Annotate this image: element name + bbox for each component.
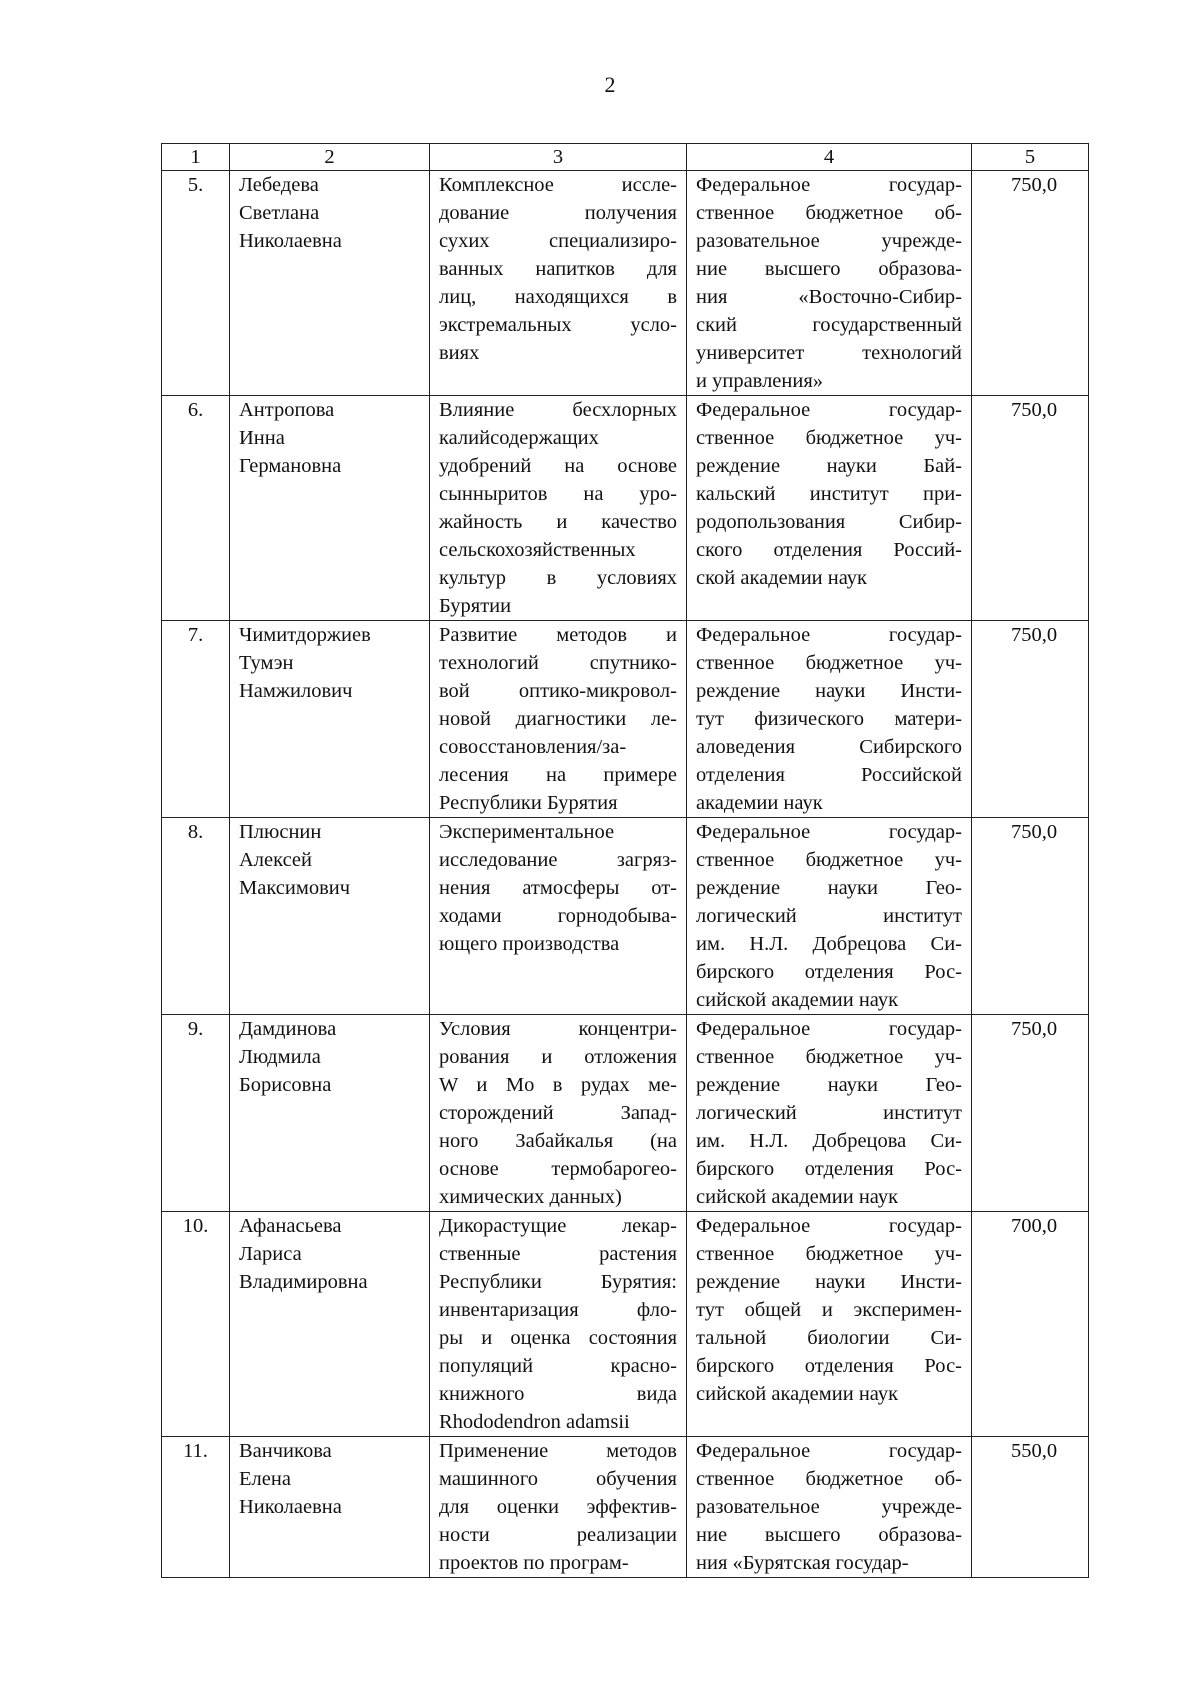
grant-amount: 700,0 (972, 1212, 1089, 1437)
project-topic-line: химических данных) (439, 1186, 622, 1208)
column-header: 2 (230, 144, 430, 171)
project-topic-line: виях (439, 342, 480, 364)
header-row (162, 144, 1089, 171)
organization-line: университет технологий (696, 342, 962, 364)
project-topic-line: Дикорастущие лекар- (439, 1215, 677, 1237)
organization-line: ственное бюджетное уч- (696, 652, 962, 674)
project-topic-line: сухих специализиро- (439, 230, 677, 252)
applicant-name-line: Чимитдоржиев (239, 624, 371, 646)
organization-line: академии наук (696, 792, 823, 814)
organization-line: кальский институт при- (696, 483, 962, 505)
applicant-name-line: Светлана (239, 202, 320, 224)
applicant-name-line: Николаевна (239, 1496, 342, 1518)
organization (687, 171, 972, 396)
applicant-name-line: Владимировна (239, 1271, 368, 1293)
project-topic-line: лиц, находящихся в (439, 286, 677, 308)
organization-line: реждение науки Инсти- (696, 1271, 962, 1293)
organization-line: сийской академии наук (696, 1383, 899, 1405)
organization-line: ственное бюджетное уч- (696, 427, 962, 449)
applicant-name (230, 1015, 430, 1212)
row-number: 10. (162, 1212, 230, 1437)
applicant-name-line: Тумэн (239, 652, 294, 674)
project-topic-line: экстремальных усло- (439, 314, 677, 336)
project-topic-line: для оценки эффектив- (439, 1496, 677, 1518)
project-topic-line: ры и оценка состояния (439, 1327, 677, 1349)
organization-line: ский государственный (696, 314, 962, 336)
project-topic-line: ванных напитков для (439, 258, 677, 280)
grant-amount: 750,0 (972, 621, 1089, 818)
project-topic-line: нения атмосферы от- (439, 877, 677, 899)
organization-line: Федеральное государ- (696, 624, 962, 646)
organization-line: бирского отделения Рос- (696, 961, 962, 983)
project-topic-line: Rhododendron adamsii (439, 1411, 630, 1433)
organization-line: сийской академии наук (696, 989, 899, 1011)
organization-line: реждение науки Гео- (696, 877, 962, 899)
organization (687, 1437, 972, 1578)
organization-line: ственное бюджетное уч- (696, 849, 962, 871)
project-topic-line: калийсодержащих (439, 427, 599, 449)
project-topic-line: популяций красно- (439, 1355, 677, 1377)
applicant-name (230, 171, 430, 396)
organization-line: разовательное учрежде- (696, 1496, 962, 1518)
project-topic-line: Комплексное иссле- (439, 174, 677, 196)
organization-line: Федеральное государ- (696, 1018, 962, 1040)
project-topic-line: сынныритов на уро- (439, 483, 677, 505)
organization-line: реждение науки Бай- (696, 455, 962, 477)
project-topic-line: ности реализации (439, 1524, 677, 1546)
project-topic-line: ного Забайкалья (на (439, 1130, 677, 1152)
table-row (162, 1015, 1089, 1212)
table-row (162, 1212, 1089, 1437)
applicant-name-line: Людмила (239, 1046, 321, 1068)
project-topic-line: Республики Бурятия (439, 792, 618, 814)
organization-line: сийской академии наук (696, 1186, 899, 1208)
project-topic-line: технологий спутнико- (439, 652, 677, 674)
row-number: 8. (162, 818, 230, 1015)
applicant-name-line: Антропова (239, 399, 335, 421)
project-topic-line: Применение методов (439, 1440, 677, 1462)
organization (687, 621, 972, 818)
applicant-name-line: Намжилович (239, 680, 353, 702)
project-topic-line: сельскохозяйственных (439, 539, 636, 561)
grants-table (161, 143, 1089, 1578)
project-topic-line: ющего производства (439, 933, 620, 955)
row-number: 5. (162, 171, 230, 396)
project-topic-line: Влияние бесхлорных (439, 399, 677, 421)
applicant-name (230, 621, 430, 818)
applicant-name-line: Германовна (239, 455, 342, 477)
organization-line: тальной биологии Си- (696, 1327, 962, 1349)
grant-amount: 750,0 (972, 1015, 1089, 1212)
column-header: 1 (162, 144, 230, 171)
column-header: 5 (972, 144, 1089, 171)
row-number: 7. (162, 621, 230, 818)
organization-line: Федеральное государ- (696, 821, 962, 843)
organization-line: тут физического матери- (696, 708, 962, 730)
organization (687, 396, 972, 621)
project-topic (430, 818, 687, 1015)
applicant-name-line: Лебедева (239, 174, 319, 196)
applicant-name-line: Максимович (239, 877, 351, 899)
project-topic-line: вой оптико-микровол- (439, 680, 677, 702)
applicant-name (230, 1437, 430, 1578)
organization-line: родопользования Сибир- (696, 511, 962, 533)
project-topic-line: лесения на примере (439, 764, 677, 786)
table-row (162, 171, 1089, 396)
table-row (162, 621, 1089, 818)
project-topic (430, 1212, 687, 1437)
project-topic-line: дование получения (439, 202, 677, 224)
organization (687, 1212, 972, 1437)
applicant-name (230, 1212, 430, 1437)
organization (687, 818, 972, 1015)
applicant-name-line: Инна (239, 427, 285, 449)
applicant-name-line: Елена (239, 1468, 291, 1490)
organization-line: ние высшего образова- (696, 258, 962, 280)
organization-line: ние высшего образова- (696, 1524, 962, 1546)
organization-line: ственное бюджетное уч- (696, 1243, 962, 1265)
project-topic (430, 1015, 687, 1212)
project-topic-line: основе термобарогео- (439, 1158, 677, 1180)
applicant-name-line: Борисовна (239, 1074, 332, 1096)
column-header: 3 (430, 144, 687, 171)
project-topic-line: инвентаризация фло- (439, 1299, 677, 1321)
organization-line: им. Н.Л. Добрецова Си- (696, 933, 962, 955)
project-topic (430, 396, 687, 621)
grant-amount: 550,0 (972, 1437, 1089, 1578)
row-number: 9. (162, 1015, 230, 1212)
row-number: 11. (162, 1437, 230, 1578)
grant-amount: 750,0 (972, 396, 1089, 621)
organization-line: реждение науки Инсти- (696, 680, 962, 702)
column-header: 4 (687, 144, 972, 171)
applicant-name-line: Алексей (239, 849, 313, 871)
project-topic-line: Республики Бурятия: (439, 1271, 677, 1293)
project-topic (430, 171, 687, 396)
applicant-name-line: Лариса (239, 1243, 302, 1265)
organization-line: аловедения Сибирского (696, 736, 962, 758)
organization-line: и управления» (696, 370, 824, 392)
applicant-name (230, 818, 430, 1015)
project-topic-line: машинного обучения (439, 1468, 677, 1490)
organization-line: Федеральное государ- (696, 399, 962, 421)
page-number: 2 (604, 72, 616, 97)
project-topic-line: ственные растения (439, 1243, 677, 1265)
organization-line: Федеральное государ- (696, 1440, 962, 1462)
project-topic-line: Экспериментальное (439, 821, 615, 843)
project-topic-line: совосстановления/за- (439, 736, 627, 758)
organization-line: логический институт (696, 1102, 962, 1124)
organization-line: логический институт (696, 905, 962, 927)
project-topic-line: проектов по програм- (439, 1552, 629, 1574)
applicant-name-line: Николаевна (239, 230, 342, 252)
organization-line: ской академии наук (696, 567, 868, 589)
project-topic-line: удобрений на основе (439, 455, 677, 477)
organization-line: разовательное учрежде- (696, 230, 962, 252)
organization-line: реждение науки Гео- (696, 1074, 962, 1096)
organization-line: им. Н.Л. Добрецова Си- (696, 1130, 962, 1152)
table-row (162, 818, 1089, 1015)
organization-line: ственное бюджетное об- (696, 202, 962, 224)
organization-line: ния «Бурятская государ- (696, 1552, 909, 1574)
organization-line: ского отделения Россий- (696, 539, 962, 561)
project-topic (430, 1437, 687, 1578)
project-topic-line: Бурятии (439, 595, 512, 617)
table-row (162, 1437, 1089, 1578)
table-body (162, 171, 1089, 1578)
applicant-name-line: Дамдинова (239, 1018, 337, 1040)
organization-line: тут общей и эксперимен- (696, 1299, 962, 1321)
organization-line: ственное бюджетное об- (696, 1468, 962, 1490)
organization (687, 1015, 972, 1212)
project-topic-line: ходами горнодобыва- (439, 905, 677, 927)
applicant-name-line: Ванчикова (239, 1440, 332, 1462)
organization-line: ственное бюджетное уч- (696, 1046, 962, 1068)
table-row (162, 396, 1089, 621)
grant-amount: 750,0 (972, 171, 1089, 396)
project-topic-line: культур в условиях (439, 567, 677, 589)
project-topic-line: исследование загряз- (439, 849, 677, 871)
applicant-name (230, 396, 430, 621)
organization-line: бирского отделения Рос- (696, 1158, 962, 1180)
project-topic-line: новой диагностики ле- (439, 708, 677, 730)
project-topic-line: Развитие методов и (439, 624, 677, 646)
organization-line: Федеральное государ- (696, 1215, 962, 1237)
project-topic-line: жайность и качество (439, 511, 677, 533)
row-number: 6. (162, 396, 230, 621)
applicant-name-line: Плюснин (239, 821, 322, 843)
project-topic-line: W и Mo в рудах ме- (439, 1074, 677, 1096)
applicant-name-line: Афанасьева (239, 1215, 342, 1237)
organization-line: Федеральное государ- (696, 174, 962, 196)
organization-line: ния «Восточно-Сибир- (696, 286, 962, 308)
project-topic-line: сторождений Запад- (439, 1102, 677, 1124)
project-topic (430, 621, 687, 818)
organization-line: отделения Российской (696, 764, 962, 786)
project-topic-line: Условия концентри- (439, 1018, 677, 1040)
organization-line: бирского отделения Рос- (696, 1355, 962, 1377)
grant-amount: 750,0 (972, 818, 1089, 1015)
project-topic-line: книжного вида (439, 1383, 677, 1405)
project-topic-line: рования и отложения (439, 1046, 677, 1068)
